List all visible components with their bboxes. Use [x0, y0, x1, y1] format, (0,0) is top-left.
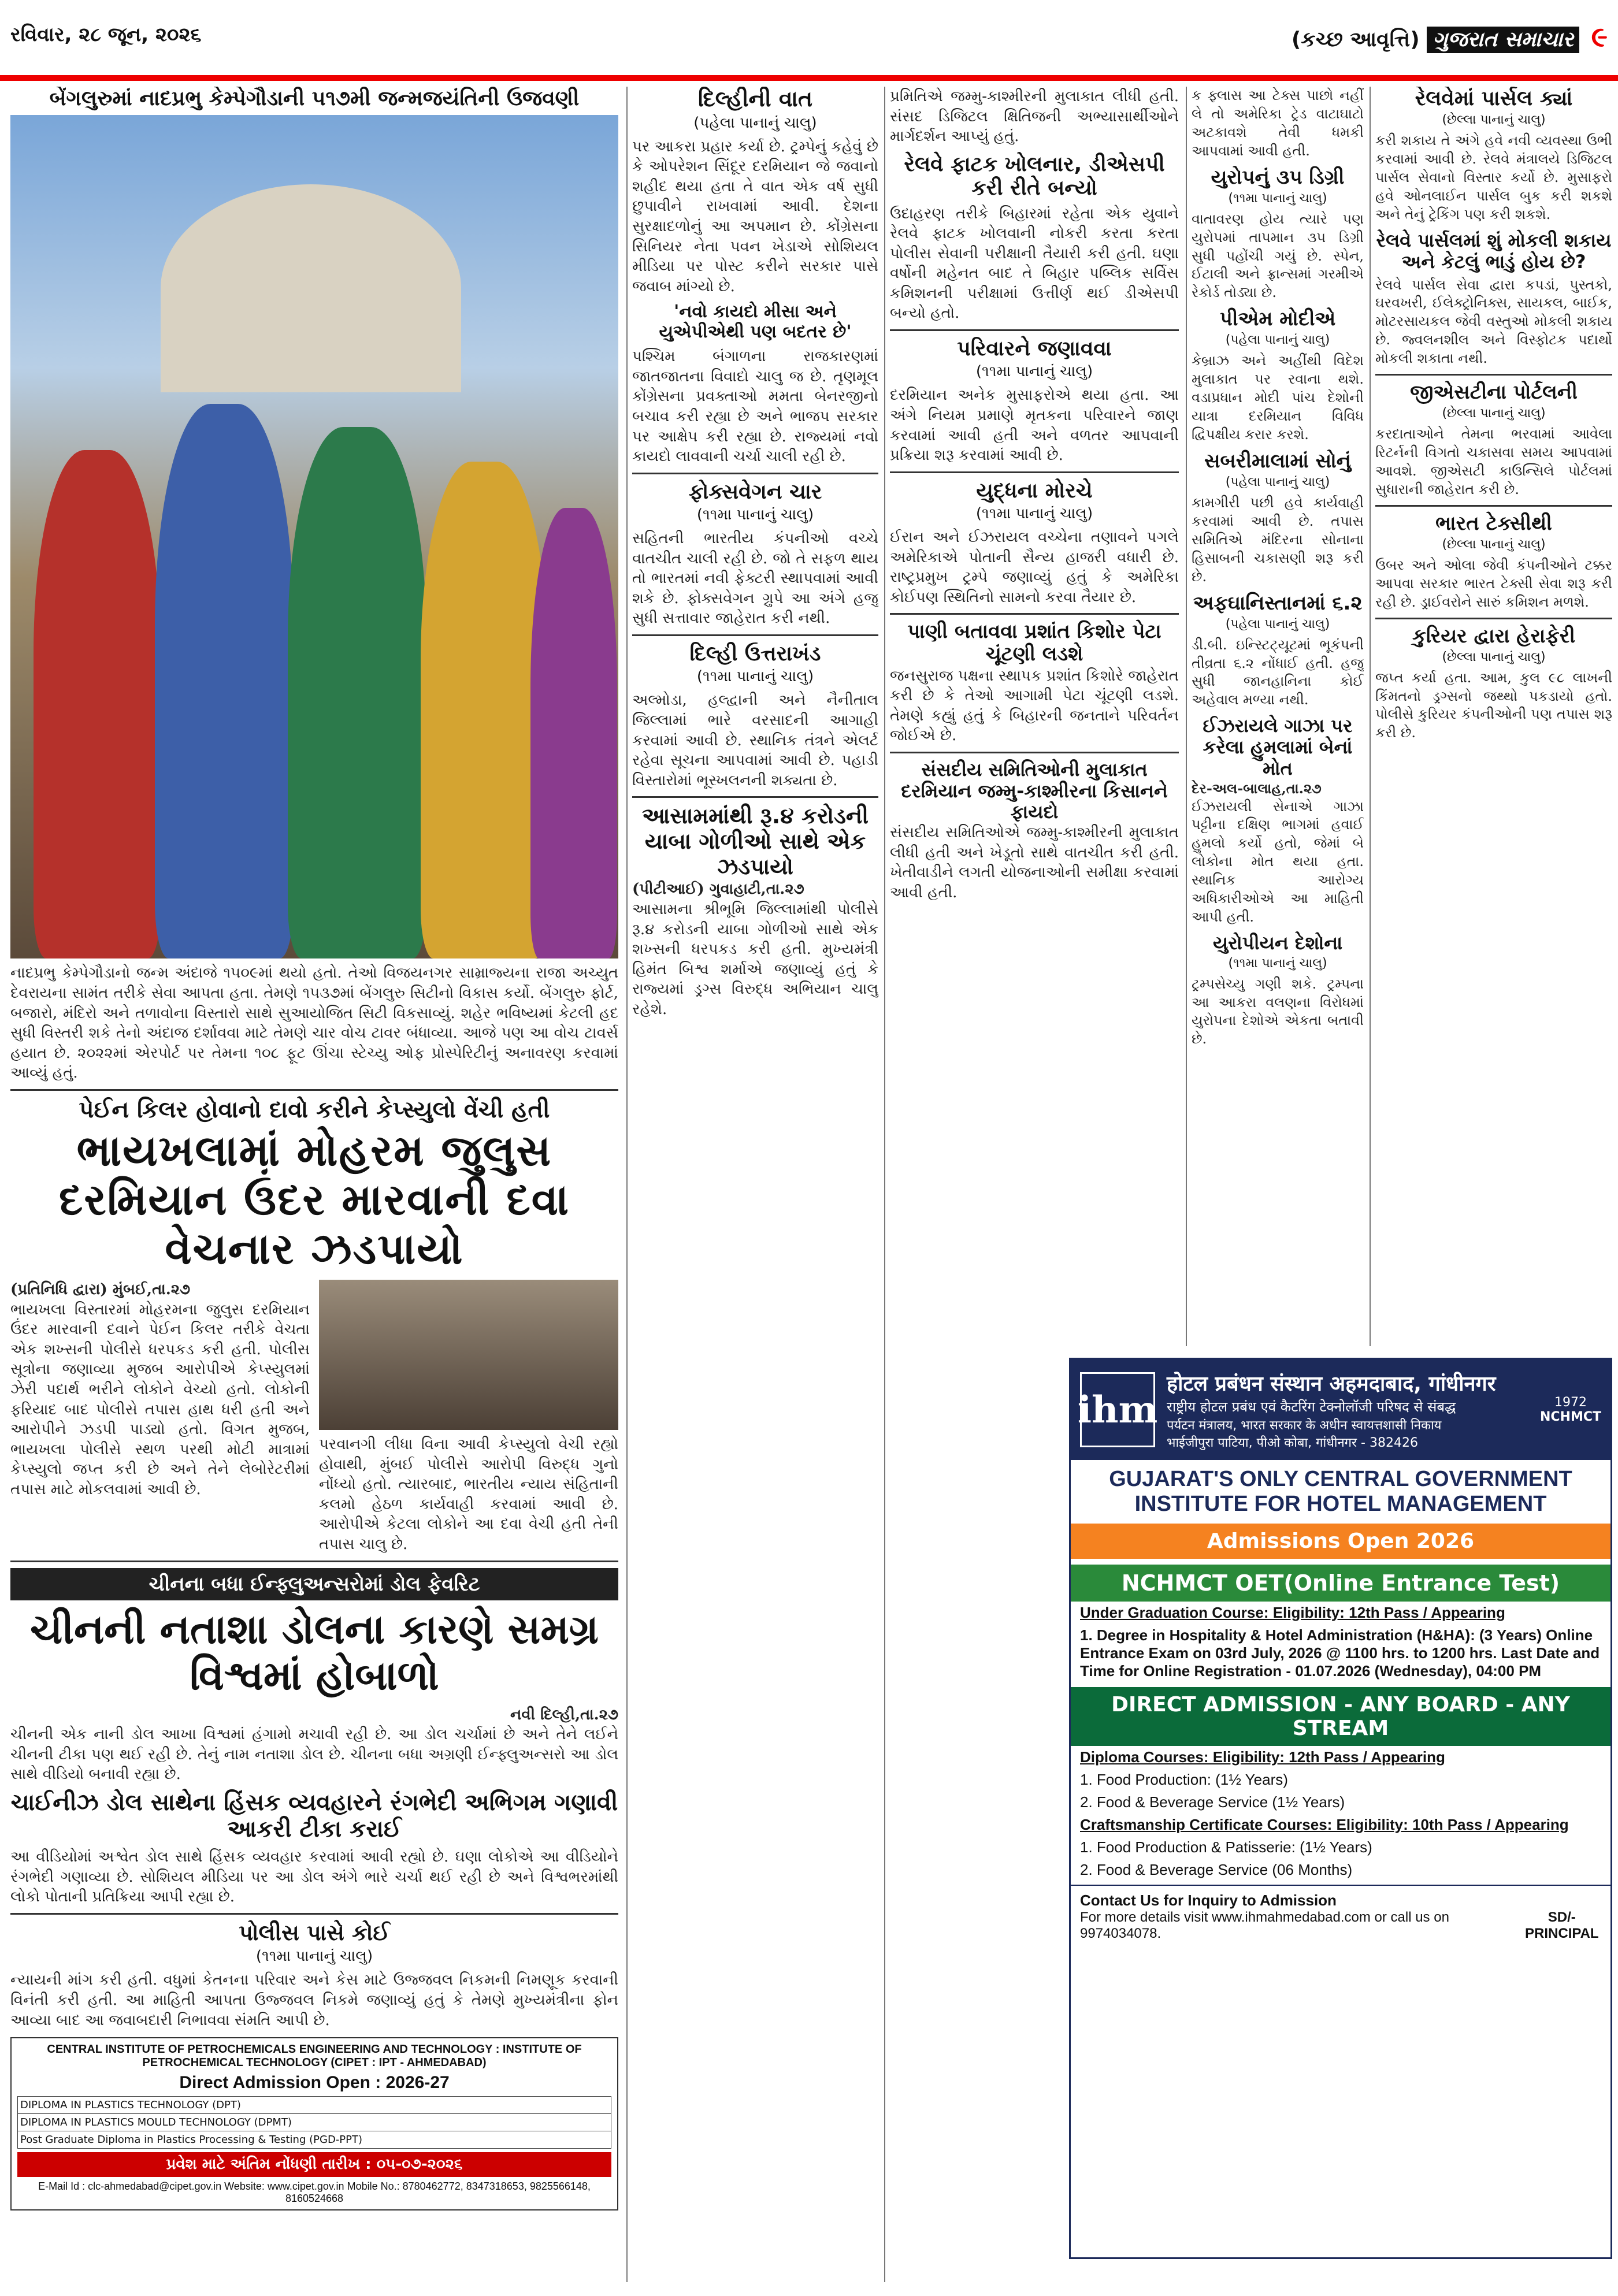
ihm-name-hindi: होटल प्रबंधन संस्थान अहमदाबाद, गांधीनगर: [1167, 1372, 1496, 1396]
ad-contact: E-Mail Id : clc-ahmedabad@cipet.gov.in Website: www.cipet.gov.in Mobile No.: 8780462772, 8347318653, 9825566148, 8160524668: [38, 2180, 591, 2205]
story-subheadline: 'નવો કાયદો મીસા અને યુએપીએથી પણ બદતર છે': [659, 302, 852, 342]
continuation-note: (છેલ્લા પાનાનું ચાલુ): [1442, 649, 1546, 664]
story-body: ક ફ્લાસ આ ટેક્સ પાછો નહીં લે તો અમેરિકા ટ્રેડ વાટાઘાટો અટકાવશે તેવી ધમકી આપવામાં આવી હતી.: [1192, 87, 1364, 159]
ad-admission: Direct Admission Open : 2026-27: [179, 2073, 450, 2093]
photo-caption: નાદપ્રભુ કેમ્પેગૌડાનો જન્મ અંદાજે ૧૫૦૯માં થયો હતો. તેઓ વિજયનગર સામ્રાજ્યના રાજા અચ્યુત દેવરાયના સામંત તરીકે સેવા આપતા હતા. તેમણે ૧૫૩૭માં બેંગલુરુ સિટીનો વિકાસ કર્યો. બેંગલુરુ ફોર્ટ, બજારો, મંદિરો અને તળાવોના વિસ્તારો સાથે સુઆયોજિત સિટી વિકસાવ્યું. શહેર ભવિષ્યમાં કેટલી હદ સુધી વિસ્તરી શકે તેનો અંદાજ દર્શાવવા માટે તેમણે ચાર વોચ ટાવર બંધાવ્યા. આજે પણ આ વોચ ટાવર્સ હયાત છે. ૨૦૨૨માં એરપોર્ટ પર તેમના ૧૦૮ ફૂટ ઊંચા સ્ટેચ્યુ ઓફ પ્રોસ્પેરિટીનું અનાવરણ કરવામાં આવ્યું હતું.: [10, 964, 618, 1082]
story-headline: યુરોપનું ૩૫ ડિગ્રી: [1211, 165, 1345, 189]
ad-title: CENTRAL INSTITUTE OF PETROCHEMICALS ENGINEERING AND TECHNOLOGY : INSTITUTE OF PETROCHEMICAL TECHNOLOGY (CIPET : IPT - AHMEDABAD): [47, 2043, 582, 2070]
story-dateline: (પીટીઆઈ) ગુવાહાટી,તા.૨૭: [632, 880, 804, 898]
continuation-note: (૧૧મા પાનાનું ચાલુ): [975, 505, 1093, 523]
continuation-note: (છેલ્લા પાનાનું ચાલુ): [1442, 113, 1546, 128]
column-4: [1192, 87, 1364, 1340]
ihm-tagline: GUJARAT'S ONLY CENTRAL GOVERNMENT INSTITUTE FOR HOTEL MANAGEMENT: [1109, 1467, 1572, 1516]
story-dateline: (પ્રતિનિધિ દ્વારા) મુંબઈ,તા.૨૭: [10, 1281, 191, 1299]
story-subheadline: ચાઈનીઝ ડોલ સાથેના હિંસક વ્યવહારને રંગભેદી અભિગમ ગણાવી આકરી ટીકા કરાઈ: [10, 1789, 618, 1842]
story-headline: ફોક્સવેગન ચાર: [688, 480, 822, 504]
story-headline: સંસદીય સમિતિઓની મુલાકાત દરમિયાન જમ્મુ-કાશ્મીરના કિસાનને ફાયદો: [901, 758, 1168, 823]
story-headline: રેલવે ફાટક ખોલનાર, ડીએસપી કરી રીતે બન્યો: [904, 152, 1165, 200]
story-body: કરી શકાય તે અંગે હવે નવી વ્યવસ્થા ઉભી કરવામાં આવી છે. રેલવે મંત્રાલયે ડિજિટલ પાર્સલ સેવાનો વિસ્તાર કર્યો છે. મુસાફરો હવે ઓનલાઈન પાર્સલ બુક કરી શકશે અને તેનું ટ્રેકિંગ પણ કરી શકશે.: [1375, 132, 1612, 223]
ihm-contact-heading: Contact Us for Inquiry to Admission: [1080, 1892, 1337, 1909]
certificate-item: 1. Food Production & Patisserie: (1½ Years): [1080, 1838, 1372, 1856]
ihm-website: For more details visit www.ihmahmedabad.com or call us on 9974034078.: [1080, 1909, 1449, 1941]
story-headline: ભાયખલામાં મોહરમ જુલુસ દરમિયાન ઉંદર મારવાની દવા વેચનાર ઝડપાયો: [58, 1125, 570, 1275]
story-body: પશ્ચિમ બંગાળના રાજકારણમાં જાતજાતના વિવાદો ચાલુ જ છે. તૃણમૂલ કોંગ્રેસના પ્રવક્તાઓ મમતા બેનરજીનો બચાવ કરી રહ્યા છે અને ભાજપ સરકાર પર આક્ષેપ કરી રહ્યા છે. રાજ્યમાં નવો કાયદો લાવવાની ચર્ચા ચાલી રહી છે.: [632, 348, 878, 466]
column-6: [1375, 87, 1612, 1340]
story-kicker: ચીનના બધા ઈન્ફ્લુઅન્સરોમાં ડોલ ફેવરિટ: [10, 1568, 618, 1600]
course-name: DIPLOMA IN PLASTICS MOULD TECHNOLOGY (DPMT): [18, 2114, 611, 2131]
column-divider: [1186, 87, 1187, 1346]
costumed-figure: [155, 404, 294, 958]
story-body: દરમિયાન અનેક મુસાફરોએ થયા હતા. આ અંગે નિયમ પ્રમાણે મૃતકના પરિવારને જાણ કરવામાં આવી હતી અને વળતર આપવાની પ્રક્રિયા શરૂ કરવામાં આવી છે.: [890, 387, 1179, 465]
column-left: [10, 87, 618, 2282]
story-dateline: દેર-અલ-બાલાહ,તા.૨૭: [1192, 779, 1322, 797]
admissions-open-banner: Admissions Open 2026: [1071, 1524, 1610, 1559]
page-number: ૯: [1591, 21, 1608, 53]
course-table: [17, 2096, 611, 2149]
costumed-figure: [288, 427, 426, 958]
course-name: Post Graduate Diploma in Plastics Processing & Testing (PGD-PPT): [18, 2131, 611, 2149]
story-headline: કુરિયર દ્વારા હેરાફેરી: [1412, 624, 1575, 648]
story-body: ભાયખલા વિસ્તારમાં મોહરમના જુલુસ દરમિયાન ઉંદર મારવાની દવાને પેઈન કિલર તરીકે વેચતા એક શખ્સની પોલીસે ધરપકડ કરી હતી. પોલીસ સૂત્રોના જણાવ્યા મુજબ આરોપીએ કેપ્સ્યુલમાં ઝેરી પદાર્થ ભરીને લોકોને વેચ્યો હતો. લોકોની ફરિયાદ બાદ પોલીસે તપાસ હાથ ધરી હતી અને આરોપીને ઝડપી પાડ્યો હતો. વિગત મુજબ, ભાયખલા પોલીસે સ્થળ પરથી મોટી માત્રામાં કેપ્સ્યુલો જપ્ત કરી છે અને તેને લેબોરેટરીમાં તપાસ માટે મોકલવામાં આવી છે.: [10, 1301, 310, 1498]
story-body: કામગીરી પછી હવે કાર્યવાહી કરવામાં આવી છે. તપાસ સમિતિએ મંદિરના સોનાના હિસાબની ચકાસણી શરૂ કરી છે.: [1192, 494, 1364, 585]
story-headline: દિલ્હીની વાત: [697, 87, 813, 112]
story-body: આ વીડિયોમાં અશ્વેત ડોલ સાથે હિંસક વ્યવહાર કરવામાં આવી રહ્યો છે. ઘણા લોકોએ આ વીડિયોને રંગભેદી ગણાવ્યા છે. સોશિયલ મીડિયા પર આ ડોલ અંગે ભારે ચર્ચા થઈ રહી છે અને વિશ્વભરમાંથી લોકો પોતાની પ્રતિક્રિયા આપી રહ્યા છે.: [10, 1848, 618, 1906]
continuation-note: (૧૧મા પાનાનું ચાલુ): [696, 506, 814, 524]
story-headline: યુદ્ધના મોરચે: [976, 478, 1093, 503]
table-row: [18, 2097, 611, 2114]
story-headline: જીએસટીના પોર્ટલની: [1410, 381, 1578, 404]
story-body: ન્યાયની માંગ કરી હતી. વધુમાં કેતનના પરિવાર અને કેસ માટે ઉજ્જવલ નિકમની નિમણૂક કરવાની વિનંતી કરી હતી. આ માહિતી આપતા ઉજ્જવલ નિકમે જણાવ્યું હતું કે તેમણે મુખ્યમંત્રીના ફોન આવ્યા બાદ આ જવાબદારી નિભાવવા સંમતિ આપી છે.: [10, 1971, 618, 2029]
story-headline: દિલ્હી ઉત્તરાખંડ: [689, 642, 821, 666]
story-body: પરવાનગી લીધા વિના આવી કેપ્સ્યુલો વેચી રહ્યો હોવાથી, મુંબઈ પોલીસે આરોપી વિરુદ્ધ ગુનો નોંધ્યો હતો. ત્યારબાદ, ભારતીય ન્યાય સંહિતાની કલમો હેઠળ કાર્યવાહી કરવામાં આવી છે. આરોપીએ કેટલા લોકોને આ દવા વેચી હતી તેની તપાસ ચાલુ છે.: [319, 1436, 618, 1554]
story-body: આસામના શ્રીભૂમિ જિલ્લામાંથી પોલીસે રૂ.૪ કરોડની યાબા ગોળીઓ સાથે એક શખ્સની ધરપકડ કરી હતી. મુખ્યમંત્રી હિમંત બિશ્વ શર્માએ જણાવ્યું હતું કે રાજ્યમાં ડ્રગ્સ વિરુદ્ધ અભિયાન ચાલુ રહેશે.: [632, 900, 878, 1018]
story-body: સંસદીય સમિતિઓએ જમ્મુ-કાશ્મીરની મુલાકાત લીધી હતી અને ખેડૂતો સાથે વાતચીત કરી હતી. ખેતીવાડીને લગતી યોજનાઓની સમીક્ષા કરવામાં આવી હતી.: [890, 824, 1179, 902]
story-headline: પીએમ મોદીએ: [1219, 307, 1336, 331]
story-body: કરદાતાઓને તેમના ભરવામાં આવેલા રિટર્નની વિગતો ચકાસવા સમય આપવામાં આવશે. જીએસટી કાઉન્સિલે પોર્ટલમાં સુધારાની જાહેરાત કરી છે.: [1375, 426, 1612, 497]
ad-deadline: પ્રવેશ માટે અંતિમ નોંધણી તારીખ : ૦૫-૦૭-૨૦૨૬: [17, 2152, 611, 2177]
ihm-affiliation: राष्ट्रीय होटल प्रबंध एवं कैटरिंग टेक्नोलॉजी परिषद से संबद्ध: [1167, 1399, 1456, 1415]
continuation-note: (૧૧મા પાનાનું ચાલુ): [975, 363, 1093, 381]
story-headline: પાણી બતાવવા પ્રશાંત કિશોર પેટા ચૂંટણી લડશે: [907, 620, 1161, 666]
page-header: [0, 0, 1618, 81]
ihm-advertisement: [1069, 1358, 1612, 2259]
story-headline: અફઘાનિસ્તાનમાં ૬.૨: [1193, 591, 1363, 615]
story-body: ચીનની એક નાની ડોલ આખા વિશ્વમાં હંગામો મચાવી રહી છે. આ ડોલ ચર્ચામાં છે અને તેને લઈને ચીનની ટીકા પણ થઈ રહી છે. તેનું નામ નતાશા ડોલ છે. ચીનના બધા અગ્રણી ઈન્ફ્લુઅન્સરો આ ડોલ સાથે વીડિયો બનાવી રહ્યા છે.: [10, 1726, 618, 1784]
diploma-item: 2. Food & Beverage Service (1½ Years): [1080, 1793, 1345, 1811]
story-headline: ભારત ટેક્સીથી: [1435, 511, 1552, 535]
story-headline: ઈઝરાયલે ગાઝા પર કરેલા હુમલામાં બેનાં મોત: [1203, 715, 1353, 779]
story-body: અલ્મોડા, હલ્દ્વાની અને નૈનીતાલ જિલ્લામાં ભારે વરસાદની આગાહી કરવામાં આવી છે. સ્થાનિક તંત્રને એલર્ટ રહેવા સૂચના આપવામાં આવી છે. પહાડી વિસ્તારોમાં ભૂસ્ખલનની શક્યતા છે.: [632, 692, 878, 789]
principal-signature: SD/- PRINCIPAL: [1525, 1909, 1599, 1941]
costumed-figure: [530, 508, 617, 958]
story-headline: રેલવેમાં પાર્સલ ક્યાં: [1415, 87, 1573, 110]
story-headline: આસામમાંથી રૂ.૪ કરોડની યાબા ગોળીઓ સાથે એક ઝડપાયો: [641, 803, 869, 879]
photo-title: બેંગલુરુમાં નાદપ્રભુ કેમ્પેગૌડાની ૫૧૭મી જન્મજયંતિની ઉજવણી: [49, 87, 580, 110]
oet-banner: NCHMCT OET(Online Entrance Test): [1071, 1565, 1610, 1602]
continuation-note: (છેલ્લા પાનાનું ચાલુ): [1442, 406, 1546, 421]
costumed-figure: [34, 450, 161, 958]
story-body: ડી.બી. ઇન્સ્ટિટ્યૂટમાં ભૂકંપની તીવ્રતા ૬.૨ નોંધાઈ હતી. હજુ સુધી જાનહાનિના કોઈ અહેવાલ મળ્યા નથી.: [1192, 636, 1364, 708]
story-body: ટ્રમ્પસેચ્યુ ગણી શકે. ટ્રમ્પના આ આકરા વલણના વિરોધમાં યુરોપના દેશોએ એકતા બતાવી છે.: [1192, 975, 1364, 1047]
story-headline: યુરોપીયન દેશોના: [1212, 931, 1343, 954]
story-body: ઈરાન અને ઈઝરાયલ વચ્ચેના તણાવને પગલે અમેરિકાએ પોતાની સૈન્ય હાજરી વધારી છે. રાષ્ટ્રપ્રમુખ ટ્રમ્પે જણાવ્યું હતું કે અમેરિકા કોઈપણ સ્થિતિનો સામનો કરવા તૈયાર છે.: [890, 529, 1179, 606]
story-kicker: પેઈન કિલર હોવાનો દાવો કરીને કેપ્સ્યુલો વેંચી હતી: [79, 1096, 550, 1123]
story-body: પ્રમિતિએ જમ્મુ-કાશ્મીરની મુલાકાત લીધી હતી. સંસદ ડિજિટલ ક્ષિતિજની અભ્યાસાર્થીઓને માર્ગદર્શન આપ્યું હતું.: [890, 88, 1179, 146]
course-name: DIPLOMA IN PLASTICS TECHNOLOGY (DPT): [18, 2097, 611, 2114]
ihm-logo-icon: ihm: [1080, 1372, 1155, 1447]
ihm-address: भाईजीपुरा पाटिया, पीओ कोबा, गांधीनगर - 382426: [1167, 1436, 1418, 1450]
palace-dome: [161, 184, 461, 392]
certificate-course-line: Craftsmanship Certificate Courses: Eligibility: 10th Pass / Appearing: [1080, 1816, 1569, 1833]
continuation-note: (છેલ્લા પાનાનું ચાલુ): [1442, 537, 1546, 552]
accused-photo: [319, 1280, 618, 1430]
continuation-note: (પહેલા પાનાનું ચાલુ): [693, 114, 817, 132]
ug-course-line: Under Graduation Course: Eligibility: 12th Pass / Appearing: [1080, 1604, 1505, 1621]
story-body: ઈઝરાયલી સેનાએ ગાઝા પટ્ટીના દક્ષિણ ભાગમાં હવાઈ હુમલો કર્યો હતો, જેમાં બે લોકોના મોત થયા હતા. સ્થાનિક આરોગ્ય અધિકારીઓએ આ માહિતી આપી હતી.: [1192, 798, 1364, 925]
continuation-note: (૧૧મા પાનાનું ચાલુ): [696, 668, 814, 686]
story-body: પર આકરા પ્રહાર કર્યા છે. ટ્રમ્પેનું કહેવું છે કે ઓપરેશન સિંદૂર દરમિયાન જે જવાનો શહીદ થયા હતા તે વાત એક વર્ષ સુધી છુપાવીને રાખવામાં આવી. દેશના સુરક્ષાદળોનું આ અપમાન છે. કોંગ્રેસના સિનિયર નેતા પવન ખેડાએ સોશિયલ મીડિયા પર પોસ્ટ કરીને સરકાર પાસે જવાબ માંગ્યો છે.: [632, 138, 878, 295]
edition-label: (કચ્છ આવૃત્તિ): [1291, 28, 1420, 51]
story-headline: સબરીમાલામાં સોનું: [1204, 449, 1352, 473]
masthead: [1292, 21, 1608, 54]
story-headline: પોલીસ પાસે કોઈ: [239, 1919, 390, 1945]
story-headline: ચીનની નતાશા ડોલના કારણે સમગ્ર વિશ્વમાં હોબાળો: [30, 1605, 599, 1700]
ihm-ministry: पर्यटन मंत्रालय, भारत सरकार के अधीन स्वायत्तशासी निकाय: [1167, 1418, 1442, 1433]
diploma-course-line: Diploma Courses: Eligibility: 12th Pass / Appearing: [1080, 1748, 1445, 1766]
festival-photo: [10, 115, 618, 958]
newspaper-logo: ગુજરાત સમાચાર: [1427, 27, 1579, 53]
ihm-year: 1972: [1554, 1395, 1587, 1410]
story-body: રેલવે પાર્સલ સેવા દ્વારા કપડાં, પુસ્તકો, ઘરવખરી, ઈલેક્ટ્રોનિક્સ, સાયકલ, બાઈક, મોટરસાયકલ જેવી વસ્તુઓ મોકલી શકાય છે. જ્વલનશીલ અને વિસ્ફોટક પદાર્થો મોકલી શકાતા નથી.: [1375, 276, 1612, 367]
certificate-item: 2. Food & Beverage Service (06 Months): [1080, 1861, 1353, 1878]
story-dateline: નવી દિલ્હી,તા.૨૭: [510, 1706, 618, 1723]
diploma-item: 1. Food Production: (1½ Years): [1080, 1771, 1288, 1788]
story-body: વાતાવરણ હોય ત્યારે પણ યુરોપમાં તાપમાન ૩૫ ડિગ્રી સુધી પહોંચી ગયું છે. સ્પેન, ઈટાલી અને ફ્રાન્સમાં ગરમીએ રેકોર્ડ તોડ્યા છે.: [1192, 210, 1364, 301]
story-body: કેબ્રાઝ અને અહીંથી વિદેશ મુલાકાત પર રવાના થશે. વડાપ્રધાન મોદી પાંચ દેશોની યાત્રા દરમિયાન વિવિધ દ્વિપક્ષીય કરાર કરશે.: [1192, 352, 1364, 443]
story-body: સહિતની ભારતીય કંપનીઓ વચ્ચે વાતચીત ચાલી રહી છે. જો તે સફળ થાય તો ભારતમાં નવી ફેક્ટરી સ્થાપવામાં આવી શકે છે. ફોક્સવેગન ગ્રુપે આ અંગે હજુ સુધી સત્તાવાર જાહેરાત કરી નથી.: [632, 530, 878, 627]
cipet-advertisement: [10, 2037, 618, 2210]
story-subheadline: રેલવે પાર્સલમાં શું મોકલી શકાય અને કેટલું ભાડું હોય છે?: [1376, 229, 1612, 273]
column-divider: [1370, 87, 1371, 1346]
story-body: ઉદાહરણ તરીકે બિહારમાં રહેતા એક યુવાને રેલવે ફાટક ખોલવાની નોકરી કરતા કરતા પોલીસ સેવાની પરીક્ષાની તૈયારી કરી હતી. ઘણા વર્ષોની મહેનત બાદ તે બિહાર પબ્લિક સર્વિસ કમિશનની પરીક્ષામાં ઉત્તીર્ણ થઈ ડીએસપી બન્યો હતો.: [890, 205, 1179, 322]
issue-date: રવિવાર, ૨૮ જૂન, ૨૦૨૬: [10, 23, 202, 46]
continuation-note: (૧૧મા પાનાનું ચાલુ): [1228, 956, 1327, 971]
continuation-note: (પહેલા પાનાનું ચાલુ): [1225, 333, 1330, 348]
table-row: [18, 2114, 611, 2131]
story-body: જપ્ત કર્યા હતા. આમ, કુલ ૯૮ લાખની કિંમતનો ડ્રગ્સનો જથ્થો પકડાયો હતો. પોલીસે કુરિયર કંપનીઓની પણ તપાસ શરૂ કરી છે.: [1375, 669, 1612, 741]
costumed-figure: [421, 462, 548, 958]
story-body: જનસુરાજ પક્ષના સ્થાપક પ્રશાંત કિશોરે જાહેરાત કરી છે કે તેઓ આગામી પેટા ચૂંટણી લડશે. તેમણે કહ્યું હતું કે બિહારની જનતાને પરિવર્તન જોઈએ છે.: [890, 667, 1179, 745]
column-3-hidden: [632, 87, 921, 2282]
nchmct-label: NCHMCT: [1539, 1410, 1601, 1424]
story-body: ઉબર અને ઓલા જેવી કંપનીઓને ટક્કર આપવા સરકાર ભારત ટેક્સી સેવા શરૂ કરી રહી છે. ડ્રાઈવરોને સારું કમિશન મળશે.: [1375, 556, 1612, 610]
continuation-note: (પહેલા પાનાનું ચાલુ): [1225, 616, 1330, 631]
direct-admission-banner: DIRECT ADMISSION - ANY BOARD - ANY STREAM: [1071, 1687, 1610, 1746]
table-row: [18, 2131, 611, 2149]
continuation-note: (૧૧મા પાનાનું ચાલુ): [255, 1948, 373, 1966]
continuation-note: (પહેલા પાનાનું ચાલુ): [1225, 474, 1330, 489]
story-headline: પરિવારને જણાવવા: [957, 336, 1112, 361]
column-divider: [626, 87, 628, 2282]
degree-course-line: 1. Degree in Hospitality & Hotel Administration (H&HA): (3 Years) Online Entrance Exam on 03rd July, 2026 @ 1100 hrs. to 1200 hrs. Last Date and Time for Online Registration - 01.07.2026 (Wednesday), 04:00 PM: [1080, 1626, 1600, 1680]
continuation-note: (૧૧મા પાનાનું ચાલુ): [1228, 191, 1327, 206]
ihm-header: [1071, 1359, 1610, 1460]
